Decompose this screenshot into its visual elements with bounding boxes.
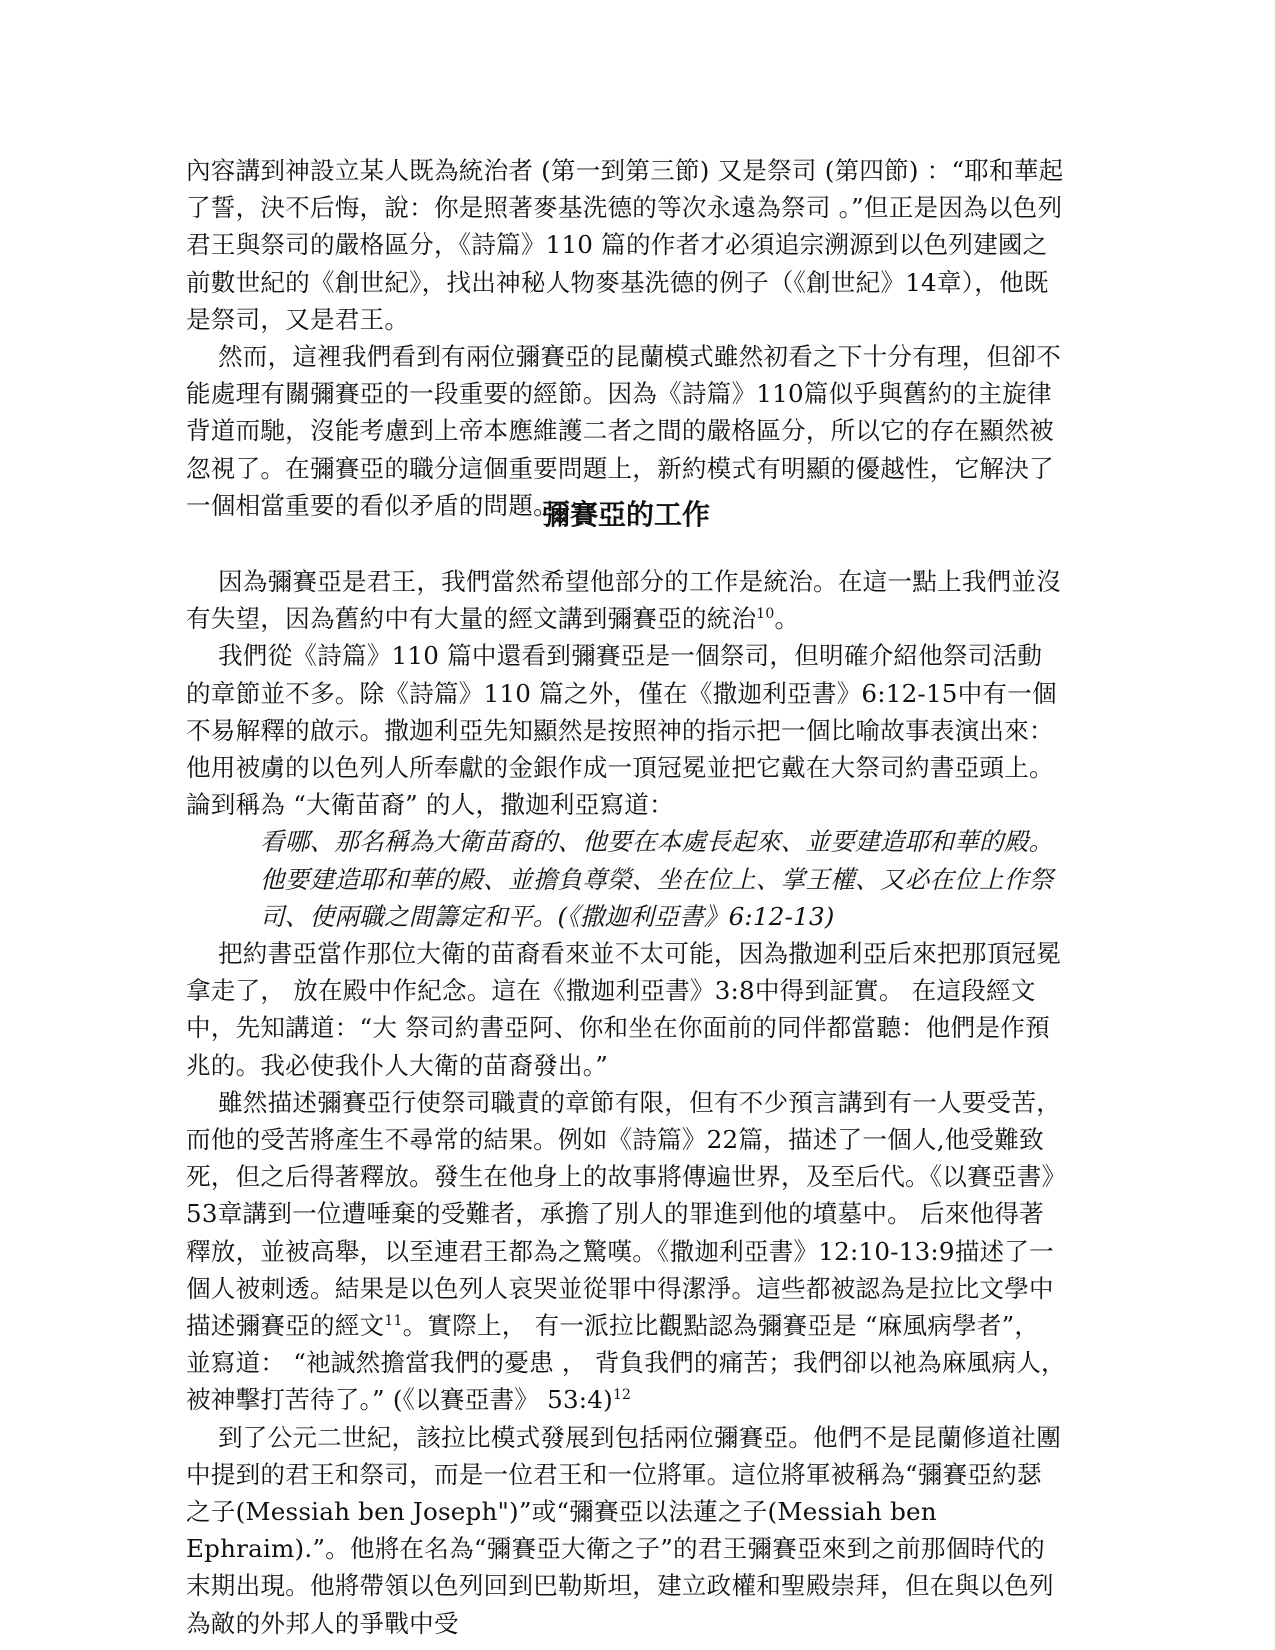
footnote-marker: 10 bbox=[756, 606, 775, 623]
paragraph-text: 。 bbox=[774, 604, 800, 634]
paragraph: 然而，這裡我們看到有兩位彌賽亞的昆蘭模式雖然初看之下十分有理，但卻不能處理有關彌賽亞的一段重要的經節。因為《詩篇》110篇似乎與舊約的主旋律背道而馳，沒能考慮到上帝本應維護二者之間的嚴格區分，所以它的存在顯然被忽視了。在彌賽亞的職分這個重要問題上，新約模式有明顯的優越性，它解決了一個相當重要的看似矛盾的問題。 bbox=[186, 342, 1061, 520]
paragraph-text: 雖然描述彌賽亞行使祭司職責的章節有限，但有不少預言講到有一人要受苦，而他的受苦將產生不尋常的結果。例如《詩篇》22篇，描述了一個人,他受難致死，但之后得著釋放。發生在他身上的故事將傳遍世界，及至后代。《以賽亞書》53章講到一位遭唾棄的受難者，承擔了別人的罪進到他的墳墓中。 后來他得著釋放，並被高舉，以至連君王都為之驚嘆。《撒迦利亞書》12:10-13:9描述了一個人被刺透。結果是以色列人哀哭並從罪中得潔淨。這些都被認為是拉比文學中描述彌賽亞的經文 bbox=[186, 1087, 1061, 1341]
top-text-block bbox=[186, 152, 1066, 524]
paragraph bbox=[186, 563, 1066, 637]
block-quote: 看哪、那名稱為大衛苗裔的、他要在本處長起來、並要建造耶和華的殿。他要建造耶和華的殿、並擔負尊榮、坐在位上、掌王權、又必在位上作祭司、使兩職之間籌定和平。(《撒迦利亞書》6:12-13) bbox=[260, 827, 1054, 931]
paragraph: 到了公元二世紀，該拉比模式發展到包括兩位彌賽亞。他們不是昆蘭修道社團中提到的君王和祭司，而是一位君王和一位將軍。這位將軍被稱為“彌賽亞約瑟之子(Messiah ben Joseph")”或“彌賽亞以法蓮之子(Messiah ben Ephraim).”。他將在名為“彌賽亞大衛之子”的君王彌賽亞來到之前那個時代的末期出現。他將帶領以色列回到巴勒斯坦，建立政權和聖殿崇拜，但在與以色列為敵的外邦人的爭戰中受 bbox=[186, 1422, 1061, 1638]
paragraph-text: 因為彌賽亞是君王，我們當然希望他部分的工作是統治。在這一點上我們並沒有失望，因為舊約中有大量的經文講到彌賽亞的統治 bbox=[186, 567, 1061, 634]
paragraph: 內容講到神設立某人既為統治者 (第一到第三節) 又是祭司 (第四節) ：“耶和華起了誓，決不后悔，說：你是照著麥基洗德的等次永遠為祭司 。”但正是因為以色列君王與祭司的嚴格區分，《詩篇》110 篇的作者才必須追宗溯源到以色列建國之前數世紀的《創世紀》，找出神秘人物麥基洗德的例子（《創世紀》14章），他既是祭司，又是君王。 bbox=[186, 156, 1064, 334]
footnote-marker: 12 bbox=[612, 1387, 632, 1404]
footnote-marker: 11 bbox=[384, 1312, 403, 1329]
section-heading: 彌賽亞的工作 bbox=[541, 498, 710, 531]
paragraph: 我們從《詩篇》110 篇中還看到彌賽亞是一個祭司，但明確介紹他祭司活動的章節並不多。除《詩篇》110 篇之外，僅在《撒迦利亞書》6:12-15中有一個不易解釋的啟示。撒迦利亞先知顯然是按照神的指示把一個比喻故事表演出來：他用被虜的以色列人所奉獻的金銀作成一頂冠冕並把它戴在大祭司約書亞頭上。 論到稱為 “大衛苗裔” 的人，撒迦利亞寫道： bbox=[186, 641, 1057, 820]
paragraph bbox=[186, 1084, 1066, 1419]
paragraph-text: 。實際上， 有一派拉比觀點認為彌賽亞是 “麻風病學者”， 並寫道： “祂誠然擔當我們的憂患 ， 背負我們的痛苦；我們卻以祂為麻風病人，被神擊打苦待了。” (《以賽亞書》 53:4) bbox=[186, 1311, 1066, 1415]
paragraph: 把約書亞當作那位大衛的苗裔看來並不太可能，因為撒迦利亞后來把那頂冠冕拿走了， 放在殿中作紀念。這在《撒迦利亞書》3:8中得到証實。 在這段經文中，先知講道：“大 祭司約書亞阿、你和坐在你面前的同伴都當聽：他們是作預兆的。我必使我仆人大衛的苗裔發出。” bbox=[186, 939, 1061, 1080]
main-text-block bbox=[186, 563, 1066, 1642]
